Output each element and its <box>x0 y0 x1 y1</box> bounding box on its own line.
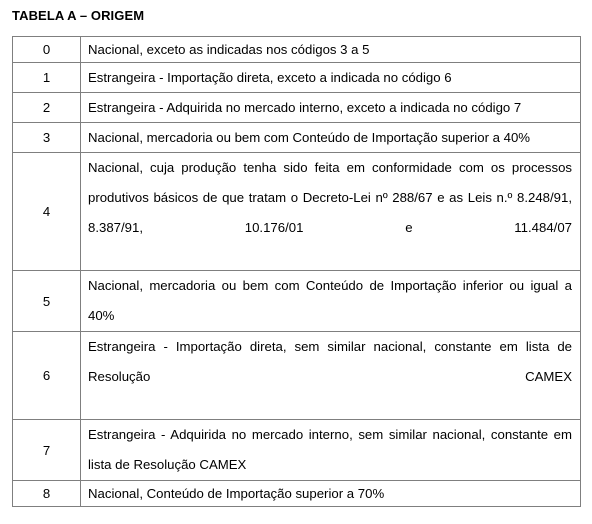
table-row <box>13 271 581 332</box>
table-row <box>13 123 581 153</box>
row-code: 8 <box>13 481 81 507</box>
row-description: Estrangeira - Adquirida no mercado interno, sem similar nacional, constante em lista de Resolução CAMEX <box>81 420 581 481</box>
table-row <box>13 332 581 420</box>
table-row <box>13 63 581 93</box>
table-row <box>13 481 581 507</box>
row-code: 0 <box>13 37 81 63</box>
row-description: Estrangeira - Adquirida no mercado interno, exceto a indicada no código 7 <box>81 93 581 123</box>
row-description: Estrangeira - Importação direta, exceto a indicada no código 6 <box>81 63 581 93</box>
table-row <box>13 93 581 123</box>
row-code: 3 <box>13 123 81 153</box>
origin-table <box>12 36 581 507</box>
row-description: Nacional, mercadoria ou bem com Conteúdo de Importação superior a 40% <box>81 123 581 153</box>
row-code: 4 <box>13 153 81 271</box>
table-title: TABELA A – ORIGEM <box>12 8 145 23</box>
row-code: 5 <box>13 271 81 332</box>
table-row <box>13 153 581 271</box>
row-description: Nacional, cuja produção tenha sido feita em conformidade com os processos produtivos básicos de que tratam o Decreto-Lei nº 288/67 e as Leis n.º 8.248/91, 8.387/91, 10.176/01 e 11.484/07 <box>81 153 581 271</box>
row-code: 2 <box>13 93 81 123</box>
row-description: Estrangeira - Importação direta, sem similar nacional, constante em lista de Resolução CAMEX <box>81 332 581 420</box>
row-code: 7 <box>13 420 81 481</box>
row-description: Nacional, mercadoria ou bem com Conteúdo de Importação inferior ou igual a 40% <box>81 271 581 332</box>
table-row <box>13 37 581 63</box>
row-description: Nacional, Conteúdo de Importação superior a 70% <box>81 481 581 507</box>
row-description: Nacional, exceto as indicadas nos códigos 3 a 5 <box>81 37 581 63</box>
row-code: 1 <box>13 63 81 93</box>
table-row <box>13 420 581 481</box>
row-code: 6 <box>13 332 81 420</box>
